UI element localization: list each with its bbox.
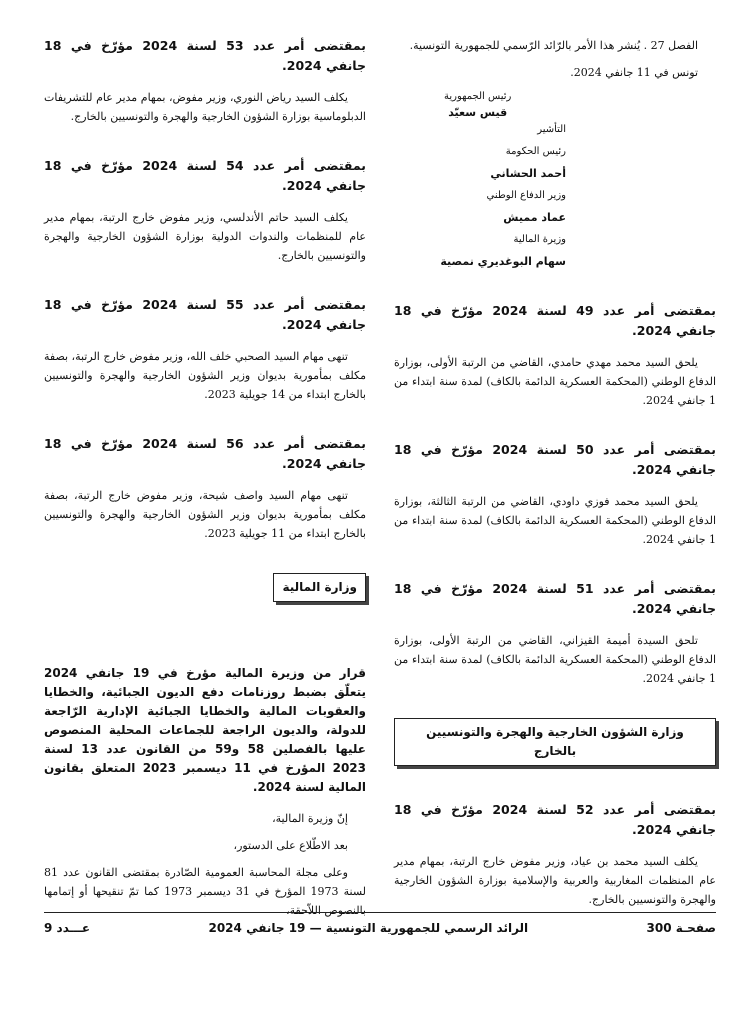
countersign-list [394,119,716,273]
issue-number: عـــدد 9 [44,921,91,935]
article-27: الفصل 27 . يُنشر هذا الأمر بالرّائد الرّسمي للجمهورية التونسية. [409,39,698,52]
right-column [394,36,716,939]
page-footer [44,912,716,935]
decree-body: يكلف السيد محمد بن عياد، وزير مفوض خارج الرتبة، بمهام مدير عام المنظمات المغاربية والعربية والإسلامية بوزارة الشؤون الخارجية والهجرة والتونسيين بالخارج. [394,855,716,906]
countersign-name: أحمد الحشاني [490,167,566,180]
constitution-line: بعد الاطّلاع على الدستور، [233,839,348,852]
decree-heading: بمقتضى أمر عدد 55 لسنة 2024 مؤرّخ في 18 جانفي 2024. [44,297,366,332]
decree-body: تنهى مهام السيد واصف شيحة، وزير مفوض خارج الرتبة، بصفة مكلف بمأمورية بديوان وزير الشؤون الخارجية والهجرة والتونسيين بالخارج ابتداء من 11 جويلية 2023. [44,489,366,540]
president-name: قيس سعيّد [448,106,508,119]
decree-heading: بمقتضى أمر عدد 54 لسنة 2024 مؤرّخ في 18 جانفي 2024. [44,158,366,193]
gazette-title: الرائد الرسمي للجمهورية التونسية — 19 جانفي 2024 [208,921,529,935]
decree-heading: بمقتضى أمر عدد 50 لسنة 2024 مؤرّخ في 18 جانفي 2024. [394,442,716,477]
president-title: رئيس الجمهورية [444,91,512,102]
code-line: وعلى مجلة المحاسبة العمومية الصّادرة بمقتضى القانون عدد 81 لسنة 1973 المؤرخ في 31 ديسمبر 1973 كما تمّ تنقيحها أو إتمامها بالنصوص اللاّحقة، [44,866,366,917]
decree-heading: بمقتضى أمر عدد 51 لسنة 2024 مؤرّخ في 18 جانفي 2024. [394,581,716,616]
countersign-title: وزير الدفاع الوطني [486,190,566,201]
decree-heading: بمقتضى أمر عدد 52 لسنة 2024 مؤرّخ في 18 جانفي 2024. [394,802,716,837]
decree-body: يلحق السيد محمد مهدي حامدي، القاضي من الرتبة الأولى، بوزارة الدفاع الوطني (المحكمة العسكرية الدائمة بالكاف) لمدة سنة ابتداء من 1 جانفي 2024. [394,356,716,407]
minister-line: إنّ وزيرة المالية، [272,812,348,825]
decree-body: تلحق السيدة أميمة القيزاني، القاضي من الرتبة الأولى، بوزارة الدفاع الوطني (المحكمة العسكرية الدائمة بالكاف) لمدة سنة ابتداء من 1 جانفي 2024. [394,634,716,685]
decree-body: يكلف السيد رياض النوري، وزير مفوض، بمهام مدير عام للتشريفات الدبلوماسية بوزارة الشؤون الخارجية والهجرة والتونسيين بالخارج. [44,91,366,123]
decree-body: يلحق السيد محمد فوزي داودي، القاضي من الرتبة الثالثة، بوزارة الدفاع الوطني (المحكمة العسكرية الدائمة بالكاف) لمدة سنة ابتداء من 1 جانفي 2024. [394,495,716,546]
ministry-finance-box: وزارة المالية [273,573,366,602]
signature-header [394,63,716,119]
finance-decree-title: قرار من وزيرة المالية مؤرخ في 19 جانفي 2024 يتعلّق بضبط روزنامات دفع الديون الجبائية، والخطايا والعقوبات المالية والخطايا الجبائية الإدارية الرّاجعة للدولة، والديون الراجعة للجماعات المحلية المنصوص عليها بالفصلين 58 و59 من القانون عدد 13 لسنة 2023 المؤرخ في 11 ديسمبر 2023 المتعلق بقانون المالية لسنة 2024. [44,666,367,794]
place-date: تونس في 11 جانفي 2024. [570,66,698,79]
ministry-foreign-affairs-box: وزارة الشؤون الخارجية والهجرة والتونسيين بالخارج [394,718,716,766]
left-column [44,36,366,928]
page-number: صفحـة 300 [646,921,716,935]
decree-heading: بمقتضى أمر عدد 53 لسنة 2024 مؤرّخ في 18 جانفي 2024. [44,38,366,73]
president-signature [444,89,511,121]
countersign-title: التأشير [537,124,566,135]
countersign-name: سهام البوغديري نمصية [440,255,566,268]
countersign-name: عماد مميش [503,211,566,224]
decree-heading: بمقتضى أمر عدد 49 لسنة 2024 مؤرّخ في 18 جانفي 2024. [394,303,716,338]
finance-box-wrap [44,573,366,636]
countersign-title: وزيرة المالية [513,234,566,245]
decree-body: تنهى مهام السيد الصحبي خلف الله، وزير مفوض خارج الرتبة، بصفة مكلف بمأمورية بديوان وزير الشؤون الخارجية والهجرة والتونسيين بالخارج ابتداء من 14 جويلية 2023. [43,350,366,401]
decree-body: يكلف السيد حاتم الأندلسي، وزير مفوض خارج الرتبة، بمهام مدير عام للمنظمات والندوات الدولية بوزارة الشؤون الخارجية والهجرة والتونسيين بالخارج. [44,211,366,262]
decree-heading: بمقتضى أمر عدد 56 لسنة 2024 مؤرّخ في 18 جانفي 2024. [44,436,366,471]
countersign-title: رئيس الحكومة [505,146,566,157]
